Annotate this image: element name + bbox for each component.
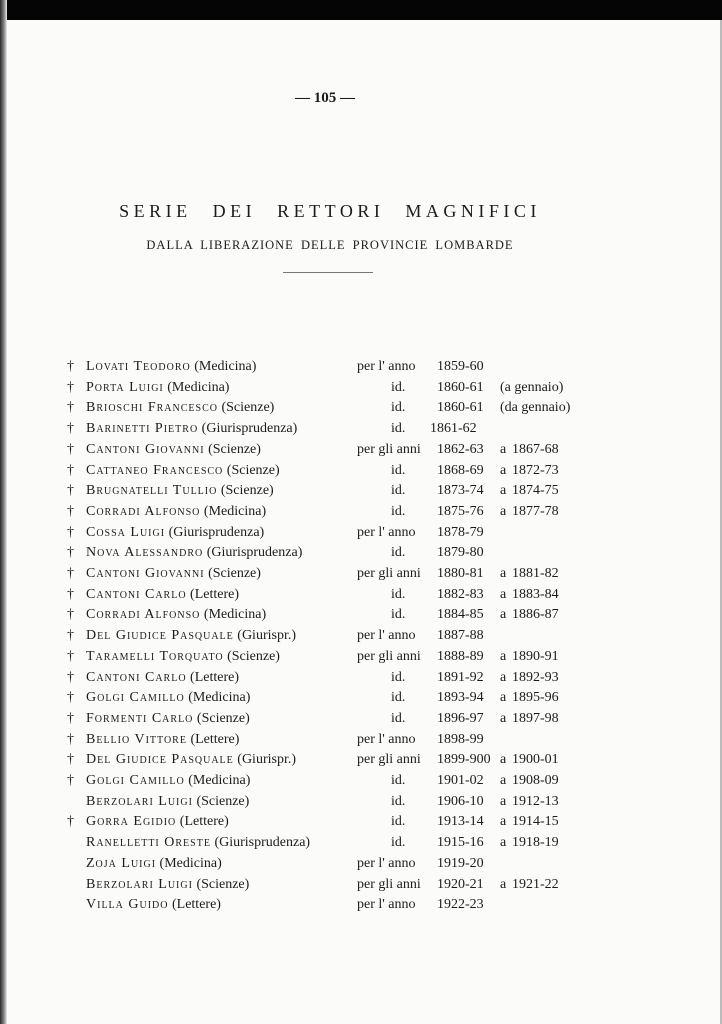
rector-row [0,504,722,524]
period-prefix: id. [391,462,406,478]
year-from: 1896-97 [437,710,484,726]
rector-faculty: (Scienze) [226,462,280,478]
rector-name [86,670,239,686]
year-connector: a [500,503,507,519]
rector-faculty: (Giurisprudenza) [214,835,311,851]
period-prefix: per l' anno [357,628,416,644]
deceased-dagger: † [67,814,74,830]
year-to: 1918-19 [512,835,559,851]
rector-row [0,463,722,483]
rector-row [0,794,722,814]
rector-name [86,380,229,396]
rector-name [86,525,264,541]
period-prefix: id. [391,421,406,437]
period-note: (a gennaio) [500,379,564,395]
rector-row [0,483,722,503]
year-to: 1914-15 [512,814,559,830]
rector-row [0,835,722,855]
period-prefix: id. [391,669,406,685]
rector-row [0,773,722,793]
rector-faculty: (Lettere) [190,669,240,685]
period-prefix: id. [391,710,406,726]
year-to: 1908-09 [512,773,559,788]
rector-name [86,587,239,603]
period-prefix: id. [391,503,406,519]
period-prefix: id. [391,545,406,561]
rector-surname-given: Nova Alessandro [86,545,204,561]
year-from: 1899-900 [437,752,491,768]
period-prefix: id. [391,586,406,602]
year-connector: a [500,669,507,685]
year-from: 1868-69 [437,462,484,478]
rector-name [86,442,261,458]
deceased-dagger: † [67,731,74,747]
year-connector: a [500,876,507,892]
rector-surname-given: Golgi Camillo [86,773,185,788]
rector-surname-given: Berzolari Luigi [86,876,193,892]
rector-faculty: (Scienze) [196,793,250,809]
year-from: 1913-14 [437,814,484,830]
year-from: 1879-80 [437,545,484,561]
period-prefix: per gli anni [357,441,421,457]
rector-row [0,545,722,565]
year-connector: a [500,814,507,830]
rector-row [0,442,722,462]
rector-faculty: (Lettere) [190,731,240,747]
rector-name [86,359,256,375]
deceased-dagger: † [67,752,74,768]
year-to: 1890-91 [512,648,559,664]
rector-surname-given: Cattaneo Francesco [86,462,224,478]
deceased-dagger: † [67,503,74,519]
rector-row [0,421,722,441]
rector-faculty: (Scienze) [220,483,274,499]
year-from: 1878-79 [437,524,484,540]
rector-surname-given: Taramelli Torquato [86,648,224,664]
rector-faculty: (Scienze) [196,710,250,726]
deceased-dagger: † [67,545,74,561]
rector-row [0,380,722,400]
year-from: 1898-99 [437,731,484,747]
year-from: 1873-74 [437,483,484,499]
rector-name [86,483,274,499]
period-prefix: per gli anni [357,648,421,664]
rector-row [0,732,722,752]
rector-row [0,814,722,834]
year-from: 1860-61 [437,400,484,416]
rector-name [86,752,296,768]
rector-name [86,463,280,479]
year-from: 1875-76 [437,503,484,519]
rector-faculty: (Medicina) [194,359,257,374]
rector-row [0,897,722,917]
rector-surname-given: Brugnatelli Tullio [86,483,218,499]
year-connector: a [500,835,507,851]
rector-faculty: (Scienze) [208,566,261,581]
year-to: 1872-73 [512,462,559,478]
rector-row [0,670,722,690]
rector-name [86,814,229,830]
rector-surname-given: Porta Luigi [86,379,164,395]
period-prefix: id. [391,690,406,706]
rector-row [0,587,722,607]
deceased-dagger: † [67,483,74,499]
rector-surname-given: Zoja Luigi [86,855,157,871]
deceased-dagger: † [67,379,74,395]
divider [283,272,373,273]
deceased-dagger: † [67,421,74,437]
year-connector: a [500,462,507,478]
rector-surname-given: Barinetti Pietro [86,421,199,437]
year-connector: a [500,648,507,664]
rector-surname-given: Corradi Alfonso [86,607,201,623]
year-to: 1921-22 [512,876,559,892]
deceased-dagger: † [67,773,74,788]
year-from: 1880-81 [437,566,484,581]
rector-surname-given: Berzolari Luigi [86,793,193,809]
rector-name [86,732,239,748]
rector-name [86,794,249,810]
rector-name [86,835,310,851]
rector-surname-given: Cantoni Giovanni [86,566,205,581]
rector-faculty: (Medicina) [188,773,251,788]
period-prefix: per l' anno [357,731,416,747]
rector-surname-given: Golgi Camillo [86,690,185,706]
year-from: 1891-92 [437,669,484,685]
year-to: 1874-75 [512,483,559,499]
period-prefix: id. [391,607,406,623]
rector-surname-given: Del Giudice Pasquale [86,752,234,768]
rector-name [86,773,250,789]
rector-name [86,421,297,437]
rector-row [0,711,722,731]
year-to: 1900-01 [512,752,559,768]
rector-faculty: (Giurisprudenza) [201,421,298,437]
year-to: 1886-87 [512,607,559,623]
period-prefix: per l' anno [357,524,416,540]
year-to: 1912-13 [512,793,559,809]
rector-surname-given: Cossa Luigi [86,524,166,540]
year-from: 1920-21 [437,876,484,892]
deceased-dagger: † [67,690,74,706]
year-to: 1897-98 [512,710,559,726]
rector-faculty: (Scienze) [196,876,250,892]
year-from: 1860-61 [437,379,484,395]
rector-row [0,690,722,710]
period-prefix: id. [391,814,406,830]
year-from: 1884-85 [437,607,484,623]
period-prefix: per gli anni [357,752,421,768]
year-to: 1881-82 [512,566,559,581]
period-prefix: id. [391,379,406,395]
year-to: 1895-96 [512,690,559,706]
year-from: 1906-10 [437,793,484,809]
rector-row [0,359,722,379]
year-from: 1887-88 [437,628,484,644]
rector-faculty: (Lettere) [179,814,229,830]
deceased-dagger: † [67,400,74,416]
year-from: 1901-02 [437,773,484,788]
rector-surname-given: Formenti Carlo [86,710,194,726]
rector-name [86,711,250,727]
rector-surname-given: Gorra Egidio [86,814,177,830]
deceased-dagger: † [67,586,74,602]
rector-faculty: (Lettere) [171,897,221,913]
period-prefix: per l' anno [357,855,416,871]
rector-name [86,856,222,872]
rector-row [0,877,722,897]
rector-surname-given: Bellio Vittore [86,731,187,747]
deceased-dagger: † [67,607,74,623]
year-from: 1922-23 [437,897,484,913]
year-connector: a [500,586,507,602]
period-prefix: per gli anni [357,566,421,581]
period-note: (da gennaio) [500,400,571,416]
rector-faculty: (Scienze) [221,400,275,416]
rector-surname-given: Corradi Alfonso [86,503,201,519]
rector-faculty: (Scienze) [227,648,280,664]
rector-faculty: (Giurispr.) [237,752,296,768]
period-prefix: id. [391,400,406,416]
rector-surname-given: Lovati Teodoro [86,359,191,374]
year-from: 1919-20 [437,855,484,871]
rector-faculty: (Giurisprudenza) [168,524,265,540]
year-connector: a [500,483,507,499]
year-connector: a [500,752,507,768]
rector-row [0,400,722,420]
page-number: — 105 — [295,90,355,106]
year-to: 1867-68 [512,441,559,457]
rector-name [86,566,261,582]
period-prefix: per l' anno [357,359,416,374]
deceased-dagger: † [67,566,74,581]
rector-name [86,897,221,913]
rector-row [0,566,722,586]
deceased-dagger: † [67,524,74,540]
deceased-dagger: † [67,462,74,478]
year-from: 1915-16 [437,835,484,851]
deceased-dagger: † [67,359,74,374]
rector-surname-given: Cantoni Giovanni [86,441,205,457]
rector-name [86,649,280,665]
year-from: 1861-62 [430,421,477,437]
year-connector: a [500,566,507,581]
year-connector: a [500,690,507,706]
rector-row [0,525,722,545]
year-connector: a [500,607,507,623]
rector-name [86,545,302,561]
deceased-dagger: † [67,669,74,685]
rector-surname-given: Brioschi Francesco [86,400,218,416]
rector-name [86,607,266,623]
deceased-dagger: † [67,710,74,726]
rector-name [86,877,249,893]
year-from: 1888-89 [437,648,484,664]
rector-surname-given: Del Giudice Pasquale [86,628,234,644]
rector-row [0,628,722,648]
rector-name [86,628,296,644]
rector-faculty: (Medicina) [203,607,267,623]
year-from: 1882-83 [437,586,484,602]
rector-faculty: (Medicina) [167,379,230,395]
rector-faculty: (Medicina) [188,690,251,706]
deceased-dagger: † [67,628,74,644]
year-connector: a [500,773,507,788]
rector-faculty: (Lettere) [190,586,240,602]
scan-top-border [0,0,722,20]
period-prefix: id. [391,793,406,809]
rector-name [86,504,266,520]
rector-surname-given: Villa Guido [86,897,169,913]
rector-row [0,856,722,876]
page-subtitle: DALLA LIBERAZIONE DELLE PROVINCIE LOMBARDE [146,238,514,252]
period-prefix: id. [391,483,406,499]
period-prefix: id. [391,773,406,788]
deceased-dagger: † [67,648,74,664]
rector-faculty: (Giurisprudenza) [206,545,303,561]
rector-surname-given: Cantoni Carlo [86,586,187,602]
rector-faculty: (Medicina) [203,503,267,519]
year-connector: a [500,710,507,726]
rector-surname-given: Ranelletti Oreste [86,835,211,851]
year-from: 1859-60 [437,359,484,374]
rector-row [0,752,722,772]
rector-name [86,690,250,706]
rector-faculty: (Giurispr.) [237,628,296,644]
rector-row [0,607,722,627]
rector-faculty: (Medicina) [159,855,222,871]
year-to: 1877-78 [512,503,559,519]
year-from: 1862-63 [437,441,484,457]
period-prefix: id. [391,835,406,851]
year-connector: a [500,793,507,809]
year-connector: a [500,441,507,457]
rector-faculty: (Scienze) [208,441,261,457]
rector-surname-given: Cantoni Carlo [86,669,187,685]
year-to: 1883-84 [512,586,559,602]
rector-name [86,400,274,416]
year-from: 1893-94 [437,690,484,706]
period-prefix: per gli anni [357,876,421,892]
deceased-dagger: † [67,441,74,457]
period-prefix: per l' anno [357,897,416,913]
rector-row [0,649,722,669]
year-to: 1892-93 [512,669,559,685]
page-title: SERIE DEI RETTORI MAGNIFICI [119,201,541,221]
